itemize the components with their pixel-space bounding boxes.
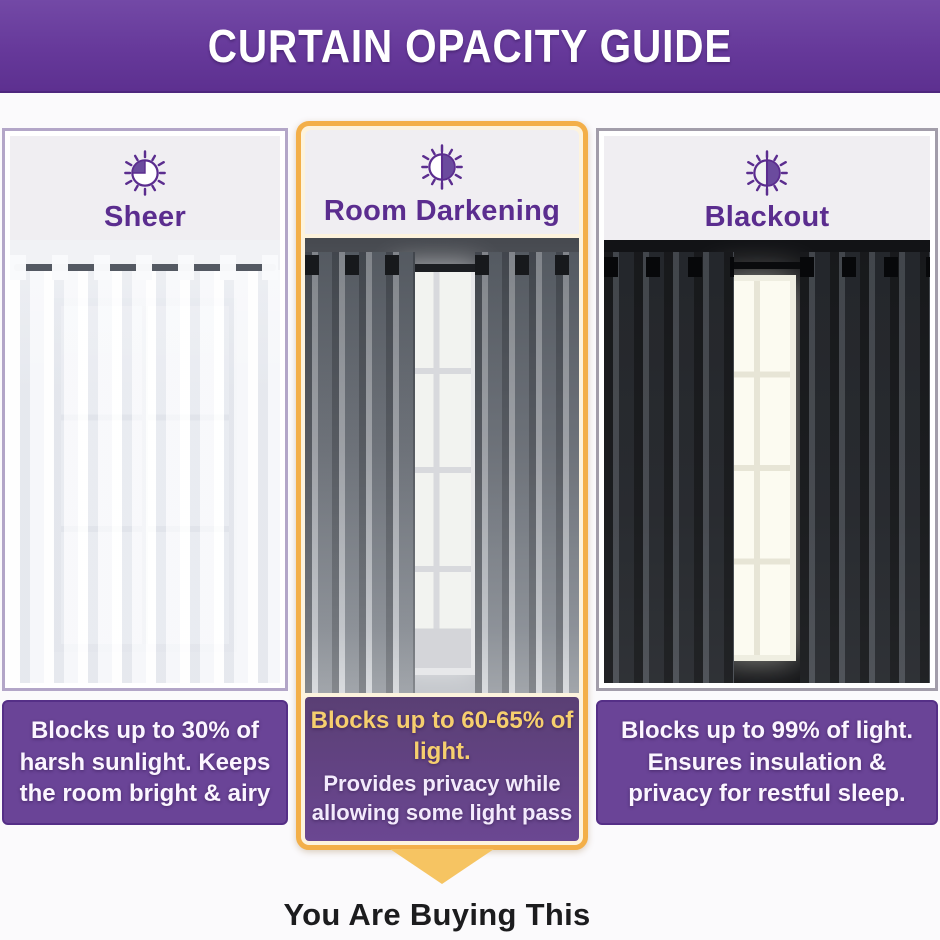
blackout-description: Blocks up to 99% of light. Ensures insulation & privacy for restful sleep. — [596, 700, 938, 825]
curtain-panel-left — [604, 252, 734, 683]
blocks-percентage-text: Blocks up to 60-65% of light. — [310, 707, 574, 765]
column-room-darkening — [296, 121, 588, 884]
sun-half-filled-icon — [412, 137, 472, 197]
pointer-arrow — [390, 849, 494, 884]
page-title: CURTAIN OPACITY GUIDE — [207, 19, 733, 72]
room-darkening-curtain-photo — [305, 238, 579, 693]
blackout-header — [604, 136, 930, 240]
grommets-right — [800, 257, 930, 277]
sheer-curtain-fabric — [10, 270, 280, 683]
banner — [0, 0, 940, 93]
room-darkening-header — [305, 130, 579, 234]
sheer-curtain-photo — [10, 240, 280, 683]
blackout-panel — [596, 128, 938, 691]
grommets-left — [604, 257, 734, 277]
grommets-left — [305, 255, 415, 275]
curtain-tabs — [10, 255, 280, 280]
curtain-panel-right — [475, 252, 579, 693]
sun-quarter-filled-icon — [115, 143, 175, 203]
curtain-panel-right — [800, 252, 930, 683]
sheer-label: Sheer — [103, 200, 187, 233]
privacy-text: Provides privacy while allowing some light pass — [311, 771, 573, 826]
buying-label: You Are Buying This — [283, 896, 591, 932]
sheer-panel — [2, 128, 288, 691]
highlight-frame — [296, 121, 588, 850]
blackout-label: Blackout — [704, 200, 830, 233]
grommets-right — [475, 255, 579, 275]
room-darkening-description — [305, 697, 579, 841]
footer — [0, 897, 940, 933]
comparison-columns — [0, 93, 940, 884]
sun-half-filled-icon — [737, 143, 797, 203]
room-darkening-label: Room Darkening — [323, 194, 561, 227]
column-sheer — [2, 128, 288, 825]
sheer-header — [10, 136, 280, 240]
curtain-panel-left — [305, 252, 415, 693]
blackout-curtain-photo — [604, 240, 930, 683]
sheer-description: Blocks up to 30% of harsh sunlight. Keeps the room bright & airy — [2, 700, 288, 825]
column-blackout — [596, 128, 938, 825]
